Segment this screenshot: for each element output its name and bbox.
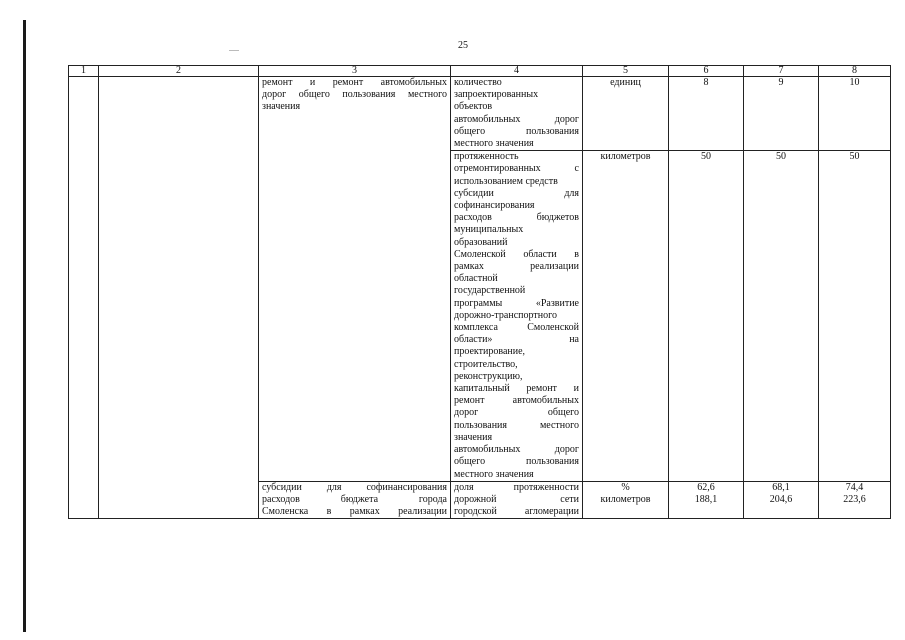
text-line: значения: [454, 431, 493, 443]
text-line: дорог общего пользования местного: [262, 89, 447, 101]
text-line: строительство,: [454, 358, 518, 370]
col-header-5: 5: [583, 66, 669, 77]
text-line: комплекса Смоленской: [454, 322, 579, 334]
text-line: областной: [454, 273, 498, 285]
text-line: городской агломерации: [454, 506, 579, 518]
indicator-table: [68, 65, 891, 519]
text-line: объектов: [454, 101, 493, 113]
text-line: отремонтированных с: [454, 163, 579, 175]
text-line: ремонт автомобильных: [454, 395, 579, 407]
text-line: софинансирования: [454, 200, 535, 212]
cell-indicator: [451, 151, 583, 481]
text-line: использованием средств: [454, 175, 558, 187]
cell-value-year2: [744, 481, 819, 519]
text-line: расходов бюджета города: [262, 493, 447, 505]
text-line: проектирование,: [454, 346, 526, 358]
scan-mark: [229, 50, 239, 51]
text-line: программы «Развитие: [454, 297, 579, 309]
cell-value-year3: [819, 481, 891, 519]
cell-value-year1: [669, 481, 744, 519]
text-line: количество: [454, 77, 502, 88]
text-line: дорог общего: [454, 407, 579, 419]
value-line: 74,4: [845, 481, 864, 493]
page-number: 25: [458, 40, 468, 51]
text-line: общего пользования: [454, 125, 579, 137]
table-row: [69, 77, 891, 151]
col-header-1: 1: [69, 66, 99, 77]
col-header-7: 7: [744, 66, 819, 77]
text-line: пользования местного: [454, 419, 579, 431]
text-line: запроектированных: [454, 89, 539, 101]
cell-value-year3: 10: [819, 77, 891, 151]
cell-value-year2: 50: [744, 151, 819, 481]
text-line: ремонт и ремонт автомобильных: [262, 77, 447, 88]
cell-col2: [99, 77, 259, 519]
text-line: реконструкцию,: [454, 370, 523, 382]
text-line: доля протяженности: [454, 481, 579, 493]
text-line: муниципальных: [454, 224, 524, 236]
unit-line: километров: [600, 493, 651, 505]
value-line: 204,6: [769, 493, 793, 505]
text-line: образований: [454, 236, 508, 248]
text-line: автомобильных дорог: [454, 113, 579, 125]
text-line: местного значения: [454, 138, 534, 150]
col-header-6: 6: [669, 66, 744, 77]
text-line: субсидии для софинансирования: [262, 481, 447, 493]
text-line: автомобильных дорог: [454, 444, 579, 456]
col-header-4: 4: [451, 66, 583, 77]
text-line: протяженность: [454, 151, 519, 163]
text-line: рамках реализации: [454, 261, 579, 273]
text-line: Смоленска в рамках реализации: [262, 506, 447, 518]
text-line: капитальный ремонт и: [454, 383, 579, 395]
text-line: расходов бюджетов: [454, 212, 579, 224]
col-header-8: 8: [819, 66, 891, 77]
cell-indicator: [451, 481, 583, 519]
col-header-3: 3: [259, 66, 451, 77]
cell-value-year3: 50: [819, 151, 891, 481]
text-line: Смоленской области в: [454, 248, 579, 260]
cell-value-year1: 50: [669, 151, 744, 481]
cell-unit: километров: [583, 151, 669, 481]
cell-activity: [259, 77, 451, 482]
cell-activity: [259, 481, 451, 519]
cell-unit: единиц: [583, 77, 669, 151]
text-line: субсидии для: [454, 187, 579, 199]
value-line: 68,1: [772, 481, 790, 493]
text-line: области» на: [454, 334, 579, 346]
header-row: [69, 66, 891, 77]
cell-value-year2: 9: [744, 77, 819, 151]
scan-edge-bar: [23, 20, 26, 632]
cell-value-year1: 8: [669, 77, 744, 151]
text-line: общего пользования: [454, 456, 579, 468]
value-line: 223,6: [843, 493, 866, 505]
cell-col1: [69, 77, 99, 519]
text-line: значения: [262, 101, 301, 113]
text-line: государственной: [454, 285, 526, 297]
value-line: 188,1: [694, 493, 718, 505]
col-header-2: 2: [99, 66, 259, 77]
value-line: 62,6: [697, 481, 715, 493]
text-line: дорожной сети: [454, 493, 579, 505]
cell-unit: [583, 481, 669, 519]
text-line: местного значения: [454, 468, 534, 480]
text-line: дорожно-транспортного: [454, 309, 557, 321]
cell-indicator: [451, 77, 583, 151]
unit-line: %: [621, 481, 630, 493]
